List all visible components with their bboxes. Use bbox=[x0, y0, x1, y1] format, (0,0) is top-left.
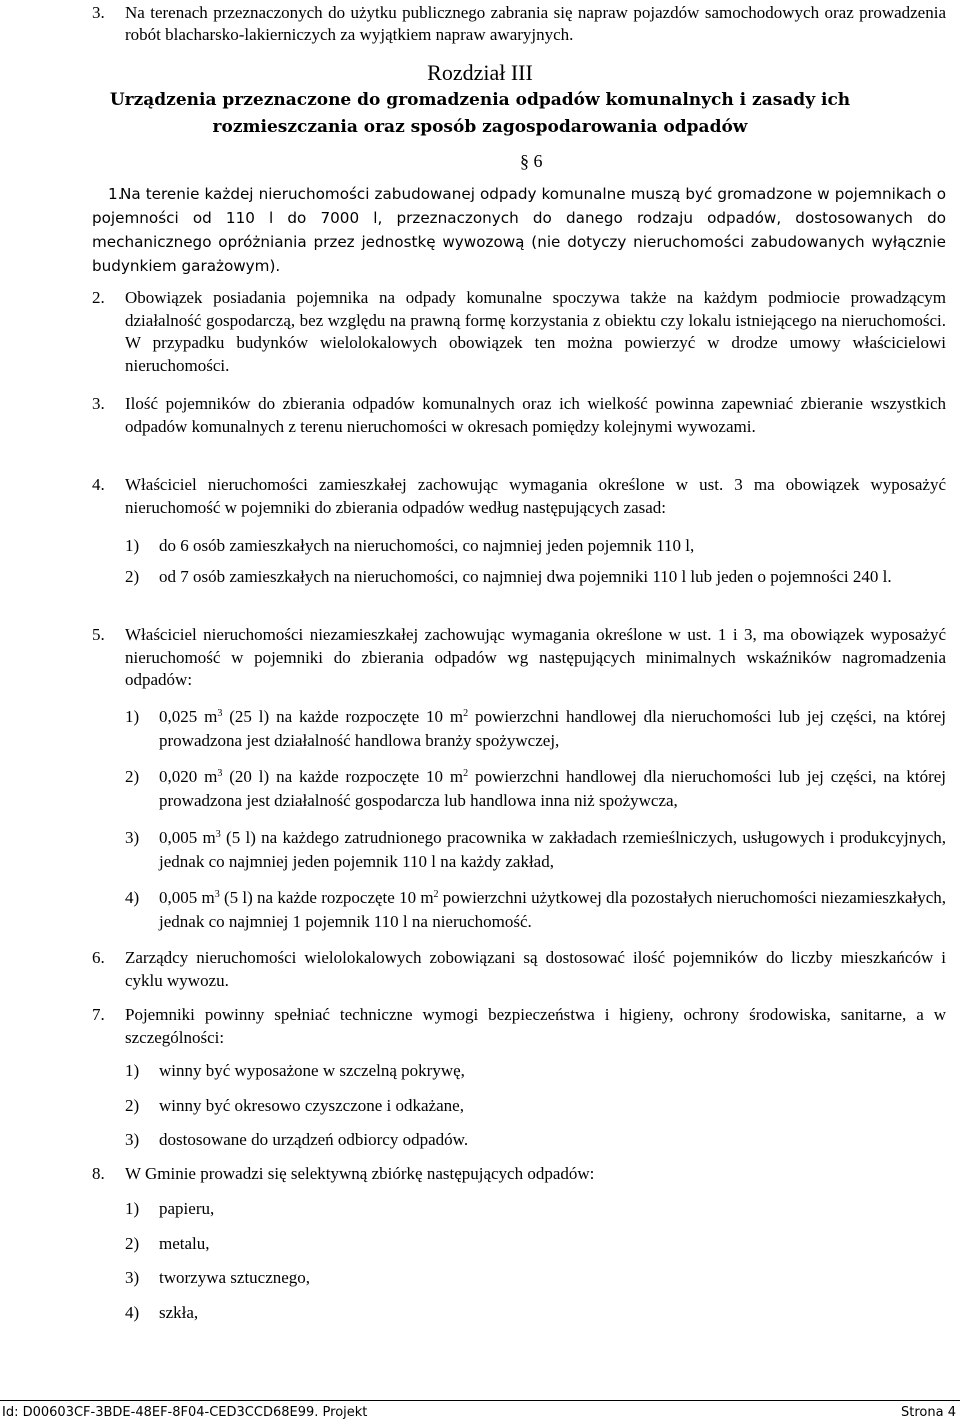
list-item bbox=[125, 566, 946, 588]
paragraph-text: Zarządcy nieruchomości wielolokalowych zobowiązani są dostosować ilość pojemników do liczby mieszkańców i cyklu wywozu. bbox=[125, 948, 946, 990]
superscript: 3 bbox=[217, 708, 223, 719]
list-item bbox=[125, 1267, 946, 1289]
list-item-text: winny być okresowo czyszczone i odkażane, bbox=[159, 1096, 464, 1115]
list-item bbox=[125, 1198, 946, 1220]
list-item-text-c: powierzchni użytkowej dla pozostałych nieruchomości niezamieszkałych, jednak co najmniej 1 pojemnik 110 l na nieruchomość. bbox=[159, 888, 947, 931]
chapter-subtitle-line1: Urządzenia przeznaczone do gromadzenia odpadów komunalnych i zasady ich bbox=[109, 90, 851, 110]
paragraph-number: 8. bbox=[92, 1164, 105, 1183]
superscript: 2 bbox=[463, 708, 469, 719]
paragraph-3 bbox=[92, 393, 946, 438]
list-item-text-a: 0,005 m bbox=[159, 888, 215, 907]
list-item bbox=[125, 886, 946, 934]
list-item bbox=[125, 1129, 946, 1151]
list-item-number: 2) bbox=[125, 567, 140, 586]
superscript: 3 bbox=[214, 889, 220, 900]
list-item-text-a: 0,020 m bbox=[159, 767, 218, 786]
list-item-number: 1) bbox=[125, 1199, 140, 1218]
list-item-number: 3) bbox=[125, 1130, 140, 1149]
chapter-title: Rozdział III bbox=[427, 60, 533, 85]
list-item bbox=[125, 826, 946, 874]
list-item bbox=[125, 1060, 946, 1082]
list-item-text: od 7 osób zamieszkałych na nieruchomości, co najmniej dwa pojemniki 110 l lub jeden o pojemności 240 l. bbox=[159, 567, 892, 586]
list-item-number: 3) bbox=[125, 828, 140, 847]
list-item-number: 2) bbox=[125, 1234, 140, 1253]
list-item-text-b: (5 l) na każde rozpoczęte 10 m bbox=[219, 888, 434, 907]
paragraph-text: Ilość pojemników do zbierania odpadów komunalnych oraz ich wielkość powinna zapewniać zbieranie wszystkich odpadów komunalnych z terenu nieruchomości w okresach pomiędzy kolejnymi wywozami. bbox=[125, 394, 946, 436]
list-item bbox=[125, 765, 946, 813]
paragraph-text: Pojemniki powinny spełniać techniczne wymogi bezpieczeństwa i higieny, ochrony środowiska, sanitarne, a w szczególności: bbox=[125, 1005, 946, 1047]
paragraph-7 bbox=[92, 1003, 946, 1049]
list-item-text-a: 0,005 m bbox=[159, 828, 216, 847]
paragraph-text: W Gminie prowadzi się selektywną zbiórkę następujących odpadów: bbox=[125, 1164, 595, 1183]
list-item-text: papieru, bbox=[159, 1199, 215, 1218]
list-item bbox=[125, 705, 946, 753]
paragraph-number: 2. bbox=[92, 288, 105, 307]
list-item-text bbox=[159, 886, 946, 934]
paragraph-4 bbox=[92, 474, 946, 519]
list-item-number: 1) bbox=[125, 1061, 140, 1080]
superscript: 3 bbox=[215, 829, 221, 840]
list-item-text-a: 0,025 m bbox=[159, 707, 218, 726]
list-item-text bbox=[159, 705, 946, 753]
paragraph-1 bbox=[92, 182, 946, 278]
list-item-text-b: (20 l) na każde rozpoczęte 10 m bbox=[222, 767, 464, 786]
list-item bbox=[125, 1233, 946, 1255]
section-mark: § 6 bbox=[520, 151, 543, 171]
list-item-text-c: powierzchni handlowej dla nieruchomości lub jej części, na której prowadzona jest działalność handlowa branży spożywczej, bbox=[159, 707, 947, 750]
list-item-number: 1) bbox=[125, 536, 140, 555]
paragraph-text: Na terenach przeznaczonych do użytku publicznego zabrania się napraw pojazdów samochodowych oraz prowadzenia robót blacharsko-lakierniczych za wyjątkiem napraw awaryjnych. bbox=[125, 3, 946, 44]
list-item bbox=[125, 535, 946, 557]
footer-divider bbox=[0, 1400, 960, 1401]
list-item-text: szkła, bbox=[159, 1303, 199, 1322]
list-item-number: 4) bbox=[125, 1303, 140, 1322]
list-item-text: winny być wyposażone w szczelną pokrywę, bbox=[159, 1061, 465, 1080]
list-item-text: metalu, bbox=[159, 1234, 210, 1253]
list-item-text bbox=[159, 826, 946, 874]
paragraph-number: 5. bbox=[92, 625, 105, 644]
list-item-text: tworzywa sztucznego, bbox=[159, 1268, 311, 1287]
list-item-number: 3) bbox=[125, 1268, 140, 1287]
paragraph-number: 3. bbox=[92, 394, 105, 413]
paragraph-text: Właściciel nieruchomości zamieszkałej zachowując wymagania określone w ust. 3 ma obowiązek wyposażyć nieruchomość w pojemniki do zbierania odpadów według następujących zasad: bbox=[125, 475, 946, 517]
paragraph-text-content: Na terenie każdej nieruchomości zabudowanej odpady komunalne muszą być gromadzone w pojemnikach o pojemności od 110 l do 7000 l, przeznaczonych do danego rodzaju odpadów, dostosowanych do mechanicznego opróżniania przez jednostkę wywozową (nie dotyczy nieruchomości zabudowanych wyłącznie budynkiem garażowym). bbox=[92, 185, 946, 275]
list-item-text bbox=[159, 765, 946, 813]
paragraph-2 bbox=[92, 287, 946, 377]
list-item-text-b: (25 l) na każde rozpoczęte 10 m bbox=[222, 707, 464, 726]
list-item bbox=[125, 1302, 946, 1324]
list-item-number: 2) bbox=[125, 767, 140, 786]
paragraph-number: 4. bbox=[92, 475, 105, 494]
superscript: 3 bbox=[217, 768, 223, 779]
paragraph-number: 1. bbox=[108, 185, 123, 203]
intro-paragraph bbox=[92, 2, 946, 46]
chapter-subtitle-line2: rozmieszczania oraz sposób zagospodarowania odpadów bbox=[212, 117, 748, 137]
list-item bbox=[125, 1095, 946, 1117]
list-item-number: 1) bbox=[125, 707, 140, 726]
list-item-text: do 6 osób zamieszkałych na nieruchomości, co najmniej jeden pojemnik 110 l, bbox=[159, 536, 695, 555]
paragraph-number: 6. bbox=[92, 948, 105, 967]
paragraph-number: 3. bbox=[92, 3, 105, 22]
list-item-text: dostosowane do urządzeń odbiorcy odpadów. bbox=[159, 1130, 469, 1149]
footer-page-number: Strona 4 bbox=[901, 1405, 956, 1420]
list-item-number: 2) bbox=[125, 1096, 140, 1115]
paragraph-6 bbox=[92, 946, 946, 992]
paragraph-text bbox=[92, 182, 946, 278]
paragraph-text: Obowiązek posiadania pojemnika na odpady komunalne spoczywa także na każdym podmiocie prowadzącym działalność gospodarczą, bez względu na prawną formę korzystania z obiektu czy lokalu istniejącego na nieruchomości. W przypadku budynków wielolokalowych obowiązek ten można powierzyć w drodze umowy właścicielowi nieruchomości. bbox=[125, 288, 946, 375]
paragraph-number: 7. bbox=[92, 1005, 105, 1024]
paragraph-text: Właściciel nieruchomości niezamieszkałej zachowując wymagania określone w ust. 1 i 3, ma obowiązek wyposażyć nieruchomość w pojemniki do zbierania odpadów wg następujących minimalnych wskaźników nagromadzenia odpadów: bbox=[125, 625, 946, 689]
paragraph-8 bbox=[92, 1163, 946, 1185]
list-item-number: 4) bbox=[125, 888, 140, 907]
paragraph-5 bbox=[92, 624, 946, 692]
footer-document-id: Id: D00603CF-3BDE-48EF-8F04-CED3CCD68E99. Projekt bbox=[2, 1405, 368, 1420]
superscript: 2 bbox=[433, 889, 439, 900]
list-item-text-b: (5 l) na każdego zatrudnionego pracownika w zakładach rzemieślniczych, usługowych i produkcyjnych, jednak co najmniej jeden pojemnik 110 l na każdy zakład, bbox=[159, 828, 946, 871]
superscript: 2 bbox=[463, 768, 469, 779]
list-item-text-c: powierzchni handlowej dla nieruchomości lub jej części, na której prowadzona jest działalność gospodarcza lub handlowa inna niż spożywcza, bbox=[159, 767, 947, 810]
